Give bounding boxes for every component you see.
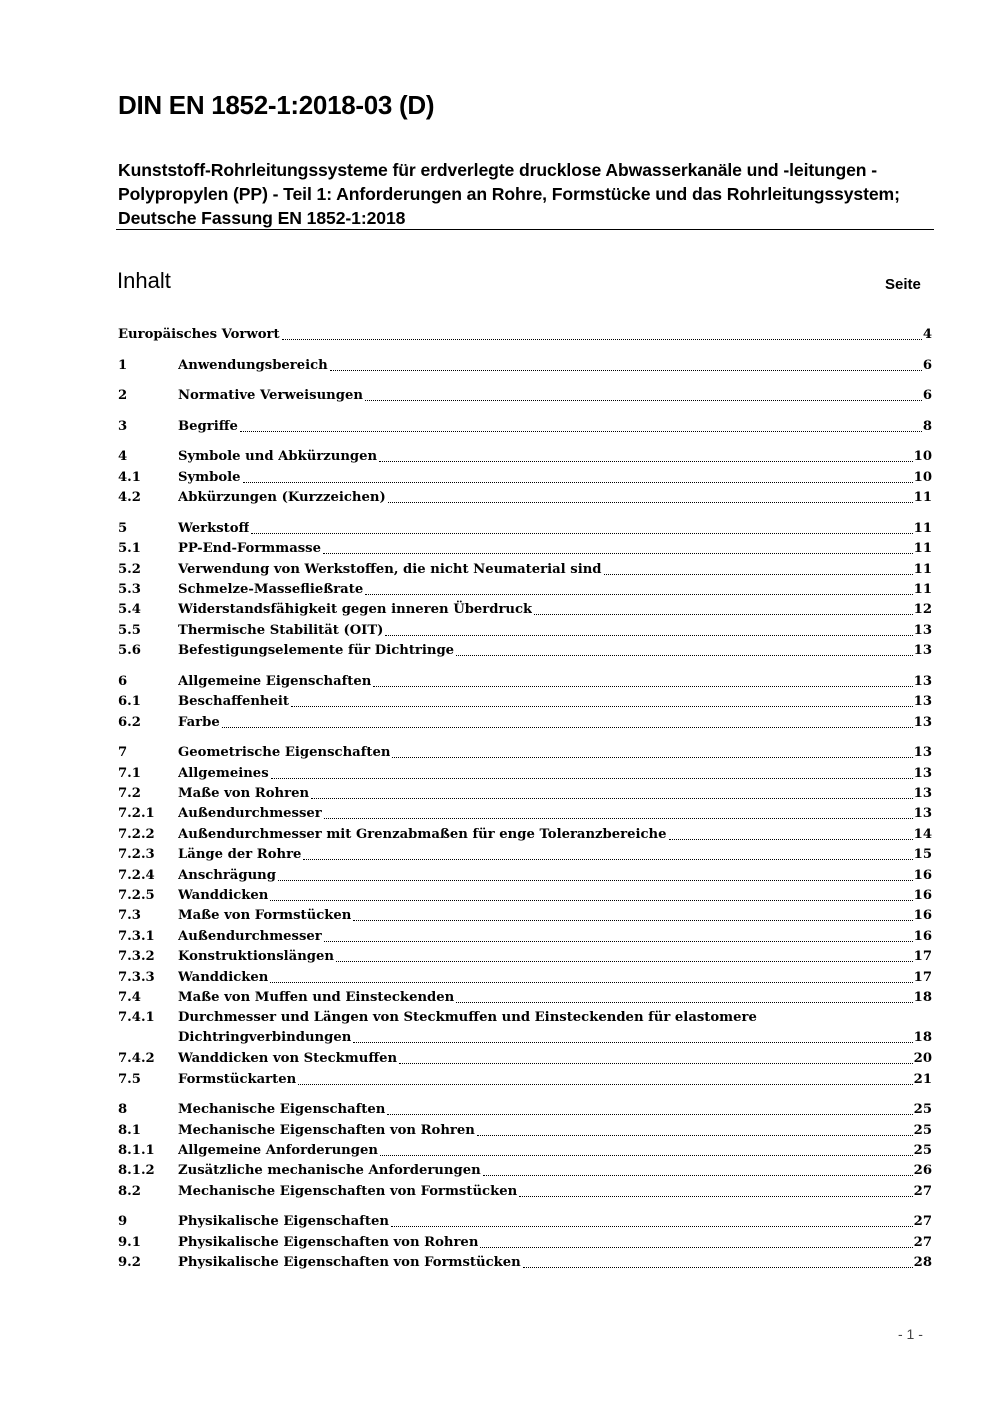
document-id: DIN EN 1852-1:2018-03 (D) [118,90,435,120]
toc-entry[interactable] [118,468,932,488]
toc-entry-page: 26 [913,1163,932,1179]
dot-leader [380,1155,913,1156]
toc-entry-number: 4.2 [118,490,141,506]
toc-entry-title: Konstruktionslängen [178,949,334,965]
toc-entry-number: 7 [118,745,128,761]
toc-entry-page: 4 [922,327,932,342]
toc-entry-title: Allgemeines [178,765,269,781]
dot-leader [388,502,913,503]
dot-leader [303,859,912,860]
toc-entry-body [178,1141,932,1161]
toc-entry-number: 2 [118,388,128,404]
dot-leader [243,482,913,483]
toc-entry-body [178,968,932,988]
toc-entry-body [178,1008,932,1048]
toc-entry[interactable] [118,927,932,947]
dot-leader [282,339,922,340]
dot-leader [270,982,912,983]
dot-leader [291,706,913,707]
toc-entry-title: Beschaffenheit [178,694,290,710]
toc-entry-title: Geometrische Eigenschaften [178,745,391,761]
toc-entry-page: 13 [913,622,932,638]
toc-entry-number: 7.3.3 [118,969,155,985]
toc-entry-body [178,927,932,947]
toc-entry-page: 13 [913,714,932,730]
toc-entry[interactable] [118,1008,932,1048]
dot-leader [324,941,913,942]
toc-entry-page: 13 [913,694,932,710]
toc-entry-page: 20 [913,1051,932,1067]
toc-entry[interactable] [118,1070,932,1090]
toc-entry-number: 5 [118,520,128,536]
toc-entry-number: 8 [118,1102,128,1118]
toc-entry-body [178,417,932,437]
toc-entry-number: 7.2.1 [118,806,155,822]
toc-entry-body [178,886,932,906]
toc-entry-body [178,825,932,845]
dot-leader [456,655,913,656]
toc-entry-number: 9 [118,1214,128,1230]
toc-entry-title: Begriffe [178,418,238,434]
dot-leader [271,778,913,779]
toc-entry-page: 17 [913,949,932,965]
toc-entry[interactable] [118,886,932,906]
toc-entry-page: 13 [913,786,932,801]
dot-leader [480,1247,912,1248]
toc-entry-body [178,1070,932,1090]
toc-entry[interactable] [118,539,932,559]
toc-entry-number: 5.5 [118,622,141,638]
toc-entry-number: 4.1 [118,469,141,485]
toc-entry-number: 7.2.2 [118,826,155,842]
toc-entry-title: Zusätzliche mechanische Anforderungen [178,1163,481,1179]
toc-entry-title: Widerstandsfähigkeit gegen inneren Überdruck [178,602,533,618]
toc-entry-body [178,1253,932,1273]
toc-entry-page: 13 [913,745,932,761]
toc-entry-page: 13 [913,765,932,781]
toc-entry-title: Physikalische Eigenschaften [178,1214,389,1230]
toc-entry-title: Allgemeine Anforderungen [178,1143,378,1158]
toc-entry-body [178,692,932,712]
toc-page-column-label: Seite [885,276,921,293]
toc-entry-title: Maße von Muffen und Einsteckenden [178,990,455,1005]
toc-entry[interactable] [118,825,932,845]
dot-leader [336,961,913,962]
toc-entry[interactable] [118,1182,932,1202]
toc-entry-title: Werkstoff [178,520,250,536]
toc-entry-body [178,947,932,967]
dot-leader [534,614,912,615]
toc-entry-title: Außendurchmesser [178,806,322,822]
dot-leader [477,1135,913,1136]
toc-entry-body [178,600,932,620]
toc-entry-number: 6.1 [118,694,141,710]
toc-entry[interactable] [118,447,932,467]
toc-entry-title-continued: Dichtringverbindungen [178,1030,352,1046]
toc-entry-title: Thermische Stabilität (OIT) [178,622,384,638]
toc-entry-title: Außendurchmesser mit Grenzabmaßen für enge Toleranzbereiche [178,826,667,842]
toc-entry[interactable] [118,1161,932,1181]
toc-entry-number: 5.6 [118,643,141,659]
toc-entry-title: Befestigungselemente für Dichtringe [178,643,455,659]
toc-entry-body [178,845,932,865]
toc-entry-body [178,1121,932,1141]
toc-entry-page: 11 [913,520,932,536]
dot-leader [365,594,912,595]
toc-entry-page: 27 [913,1183,932,1199]
toc-entry[interactable] [118,621,932,641]
document-title: Kunststoff-Rohrleitungssysteme für erdverlegte drucklose Abwasserkanäle und -leitungen - Polypropylen (PP) - Teil 1: Anforderungen an Rohre, Formstücke und das Rohrleitungssystem; Deutsche Fassung EN 1852-1:2018 [118,160,900,228]
toc-entry-number: 5.3 [118,582,141,597]
toc-entry-title: Länge der Rohre [178,847,302,863]
toc-entry-number: 5.2 [118,561,141,577]
toc-entry[interactable] [118,988,932,1008]
dot-leader [323,553,913,554]
dot-leader [391,1226,913,1227]
toc-entry-body [118,325,932,345]
toc-entry-body [178,784,932,804]
toc-entry-body [178,447,932,467]
toc-entry-number: 7.2.4 [118,867,155,883]
toc-entry-page: 28 [913,1255,932,1271]
toc-entry[interactable] [118,692,932,712]
toc-entry-title: Außendurchmesser [178,928,322,944]
toc-entry[interactable] [118,804,932,824]
toc-entry[interactable] [118,906,932,926]
toc-entry-body [178,672,932,692]
toc-entry-page: 6 [922,357,932,373]
toc-entry-title: Physikalische Eigenschaften von Rohren [178,1234,479,1250]
toc-entry-number: 7.2 [118,786,141,801]
toc-entry[interactable] [118,764,932,784]
toc-entry-title: Farbe [178,714,220,730]
dot-leader [222,727,913,728]
toc-entry-number: 7.4 [118,990,141,1005]
dot-leader [365,400,922,401]
toc-entry-page: 25 [913,1143,932,1158]
page-number: - 1 - [898,1326,923,1342]
toc-entry-page: 25 [913,1102,932,1118]
toc-entry-number: 7.4.1 [118,1010,155,1026]
toc-entry-body [178,580,932,600]
toc-entry-title: Symbole [178,469,241,485]
toc-entry[interactable] [118,866,932,886]
dot-leader [456,1002,912,1003]
toc-entry[interactable] [118,672,932,692]
dot-leader [353,920,912,921]
toc-entry-page: 13 [913,806,932,822]
toc-entry-body [178,641,932,661]
toc-entry-number: 6 [118,673,128,689]
toc-entry-number: 3 [118,418,128,434]
dot-leader [373,686,912,687]
toc-entry-page: 14 [913,826,932,842]
toc-entry-title: Symbole und Abkürzungen [178,449,378,465]
toc-entry-page: 25 [913,1122,932,1138]
dot-leader [240,431,922,432]
toc-entry[interactable] [118,325,932,345]
toc-entry-title: Mechanische Eigenschaften von Formstücken [178,1183,518,1199]
toc-entry[interactable] [118,560,932,580]
toc-entry[interactable] [118,600,932,620]
toc-entry-number: 7.2.5 [118,888,155,903]
toc-entry[interactable] [118,417,932,437]
toc-entry-title: Mechanische Eigenschaften [178,1102,386,1118]
toc-heading: Inhalt [117,268,171,293]
toc-entry-page: 18 [913,990,932,1005]
toc-entry-number: 7.5 [118,1071,141,1087]
dot-leader [385,635,912,636]
toc-entry-title: Normative Verweisungen [178,388,363,404]
toc-entry-body [178,866,932,886]
toc-entry-page: 21 [913,1071,932,1087]
toc-entry[interactable] [118,1049,932,1069]
toc-entry-body [178,1049,932,1069]
toc-entry-number: 8.1.1 [118,1143,155,1158]
toc-entry-page: 13 [913,643,932,659]
toc-entry-body [178,1233,932,1253]
dot-leader [330,370,922,371]
dot-leader [399,1063,913,1064]
toc-entry-number: 8.1 [118,1122,141,1138]
toc-entry-title: Verwendung von Werkstoffen, die nicht Neumaterial sind [178,561,602,577]
toc-entry-body [178,764,932,784]
toc-entry-number: 8.1.2 [118,1163,155,1179]
toc-entry-title: Wanddicken von Steckmuffen [178,1051,398,1067]
toc-entry[interactable] [118,1121,932,1141]
toc-entry-body [178,519,932,539]
toc-entry-number: 9.2 [118,1255,141,1271]
toc-entry-page: 10 [913,469,932,485]
toc-entry-number: 7.3.2 [118,949,155,965]
dot-leader [379,461,913,462]
toc-entry[interactable] [118,1253,932,1273]
title-divider [116,229,934,230]
toc-entry[interactable] [118,519,932,539]
toc-entry-page: 11 [913,561,932,577]
toc-entry-body [178,539,932,559]
toc-entry-title: Maße von Rohren [178,786,310,801]
toc-entry-number: 1 [118,357,128,373]
toc-entry[interactable] [118,1233,932,1253]
toc-entry-body [178,560,932,580]
toc-entry[interactable] [118,845,932,865]
toc-entry-body [178,1212,932,1232]
toc-entry-title: Physikalische Eigenschaften von Formstücken [178,1255,521,1271]
dot-leader [311,798,913,799]
dot-leader [392,757,912,758]
toc-entry-body [178,713,932,733]
toc-entry[interactable] [118,1141,932,1161]
toc-entry-page: 15 [913,847,932,863]
toc-entry-page: 12 [913,602,932,618]
toc-entry-number: 6.2 [118,714,141,730]
dot-leader [669,839,913,840]
toc-entry-page: 11 [913,582,932,597]
toc-entry-number: 7.1 [118,765,141,781]
toc-entry-body [178,906,932,926]
toc-entry-title: Anschrägung [178,867,276,883]
toc-entry-body [178,1100,932,1120]
dot-leader [519,1196,912,1197]
toc-entry-title: Wanddicken [178,969,269,985]
toc-entry-page: 16 [913,867,932,883]
toc-entry-page: 11 [913,541,932,557]
dot-leader [523,1267,913,1268]
dot-leader [278,880,913,881]
toc-entry[interactable] [118,1212,932,1232]
dot-leader [251,533,912,534]
toc-entry-body [178,804,932,824]
toc-entry-page: 17 [913,969,932,985]
toc-entry-title: Formstückarten [178,1071,297,1087]
toc-entry-body [178,1182,932,1202]
toc-entry-page: 10 [913,449,932,465]
toc-entry-title: Allgemeine Eigenschaften [178,673,372,689]
toc-entry-title: Wanddicken [178,888,269,903]
toc-entry-number: 9.1 [118,1234,141,1250]
toc-entry-page: 11 [913,490,932,506]
toc-entry-number: 5.1 [118,541,141,557]
toc-entry[interactable] [118,641,932,661]
toc-entry-page: 16 [913,888,932,903]
toc-entry-title: Durchmesser und Längen von Steckmuffen und Einsteckenden für elastomere [178,1010,757,1026]
toc-entry-title: PP-End-Formmasse [178,541,321,557]
toc-entry-title: Europäisches Vorwort [118,327,280,342]
toc-entry-body [178,1161,932,1181]
toc-entry-title: Anwendungsbereich [178,357,328,373]
toc-entry[interactable] [118,580,932,600]
dot-leader [387,1114,912,1115]
toc-entry-title: Mechanische Eigenschaften von Rohren [178,1122,475,1138]
toc-entry[interactable] [118,1100,932,1120]
toc-entry[interactable] [118,947,932,967]
toc-entry-number: 8.2 [118,1183,141,1199]
toc-entry-title: Maße von Formstücken [178,908,352,924]
toc-entry[interactable] [118,784,932,804]
toc-entry-page: 18 [913,1030,932,1046]
toc-entry-body [178,743,932,763]
dot-leader [298,1084,912,1085]
toc-entry-page: 16 [913,908,932,924]
toc-entry-number: 4 [118,449,128,465]
toc-entry[interactable] [118,743,932,763]
dot-leader [353,1042,912,1043]
toc-entry-number: 7.2.3 [118,847,155,863]
toc-entry-page: 6 [922,388,932,404]
toc-entry-body [178,356,932,376]
dot-leader [324,818,913,819]
toc-entry[interactable] [118,356,932,376]
toc-entry[interactable] [118,386,932,406]
dot-leader [483,1175,913,1176]
toc-entry-body [178,488,932,508]
dot-leader [270,900,912,901]
toc-entry[interactable] [118,488,932,508]
toc-entry-page: 16 [913,928,932,944]
toc-entry-page: 27 [913,1214,932,1230]
toc-entry[interactable] [118,968,932,988]
toc-entry-body [178,386,932,406]
toc-entry-page: 8 [922,418,932,434]
toc-entry-number: 5.4 [118,602,141,618]
toc-entry[interactable] [118,713,932,733]
toc-entry-body [178,621,932,641]
toc-entry-number: 7.3.1 [118,928,155,944]
toc-entry-title: Abkürzungen (Kurzzeichen) [178,490,386,506]
toc-entry-number: 7.3 [118,908,141,924]
toc-entry-body [178,988,932,1008]
dot-leader [604,574,913,575]
toc-entry-body [178,468,932,488]
toc-entry-number: 7.4.2 [118,1051,155,1067]
toc-entry-title: Schmelze-Massefließrate [178,582,364,597]
toc-entry-page: 27 [913,1234,932,1250]
toc-entry-page: 13 [913,673,932,689]
